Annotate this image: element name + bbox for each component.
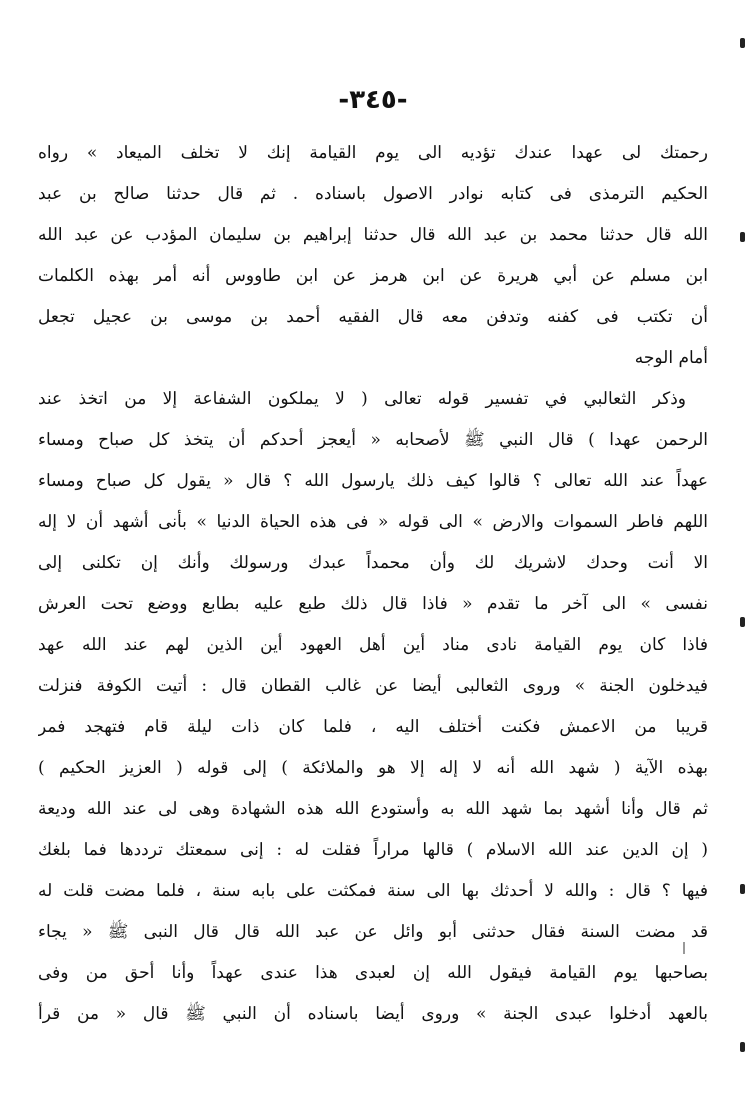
text-line: قد مضت السنة فقال حدثنى أبو وائل عن عبد الله قال قال النبى ﷺ « يجاء <box>38 922 708 942</box>
text-line: أن تكتب فى كفنه وتدفن معه قال الفقيه أحمد بن موسى بن عجيل تجعل <box>38 307 708 327</box>
scan-edge-mark <box>740 38 745 48</box>
text-line: اللهم فاطر السموات والارض » الى قوله « فى هذه الحياة الدنيا » بأنى أشهد أن لا إله <box>38 512 708 532</box>
text-line: نفسى » الى آخر ما تقدم « فاذا قال ذلك طبع عليه بطابع ووضع تحت العرش <box>38 594 708 614</box>
paragraph-start-line: وذكر الثعالبي في تفسير قوله تعالى ( لا يملكون الشفاعة إلا من اتخذ عند <box>38 389 686 409</box>
text-line: ابن مسلم عن أبي هريرة عن ابن هرمز عن ابن طاووس أنه أمر بهذه الكلمات <box>38 266 708 286</box>
scan-edge-mark <box>740 1042 745 1052</box>
scan-edge-mark <box>740 884 745 894</box>
text-line: فيدخلون الجنة » وروى الثعالبى أيضا عن غالب القطان قال : أتيت الكوفة فنزلت <box>38 676 708 696</box>
text-line: بالعهد أدخلوا عبدى الجنة » وروى أيضا باسناده أن النبي ﷺ قال « من قرأ <box>38 1004 708 1024</box>
text-line: قريبا من الاعمش فكنت أختلف اليه ، فلما كان ذات ليلة قام فتهجد فمر <box>38 717 708 737</box>
page-body <box>38 133 708 1035</box>
text-line: فيها ؟ قال : والله لا أحدثك بها الى سنة فمكثت على بابه سنة ، فلما مضت قلت له <box>38 881 708 901</box>
text-line: الله قال حدثنا محمد بن عبد الله قال حدثنا إبراهيم بن سليمان المؤدب عن عبد الله <box>38 225 708 245</box>
text-line: رحمتك لى عهدا عندك تؤديه الى يوم القيامة إنك لا تخلف الميعاد » رواه <box>38 143 708 163</box>
text-line: فاذا كان يوم القيامة نادى مناد أين أهل العهود أين الذين لهم عند الله عهد <box>38 635 708 655</box>
text-line: ( إن الدين عند الله الاسلام ) قالها مراراً فقلت له : إنى سمعتك ترددها فما بلغك <box>38 840 708 860</box>
text-line: الرحمن عهدا ) قال النبي ﷺ لأصحابه « أيعجز أحدكم أن يتخذ كل صباح ومساء <box>38 430 708 450</box>
text-line: أمام الوجه <box>634 348 708 368</box>
scan-edge-mark <box>740 617 745 627</box>
text-line: بصاحبها يوم القيامة فيقول الله إن لعبدى هذا عندى عهداً وأنا أحق من وفى <box>38 963 708 983</box>
scan-edge-mark <box>740 232 745 242</box>
scan-speck <box>683 942 685 954</box>
text-line: عهداً عند الله تعالى ؟ قالوا كيف ذلك يارسول الله ؟ قال « يقول كل صباح ومساء <box>38 471 708 491</box>
text-line: بهذه الآية ( شهد الله أنه لا إله إلا هو والملائكة ) إلى قوله ( العزيز الحكيم ) <box>38 758 708 778</box>
text-line: الا أنت وحدك لاشريك لك وأن محمداً عبدك ورسولك وأنك إن تكلنى إلى <box>38 553 708 573</box>
page-number: -٣٤٥- <box>338 85 408 115</box>
text-line: الحكيم الترمذى فى كتابه نوادر الاصول باسناده . ثم قال حدثنا صالح بن عبد <box>38 184 708 204</box>
text-line: ثم قال وأنا أشهد بما شهد الله به وأستودع الله هذه الشهادة وهى لى عند الله وديعة <box>38 799 708 819</box>
